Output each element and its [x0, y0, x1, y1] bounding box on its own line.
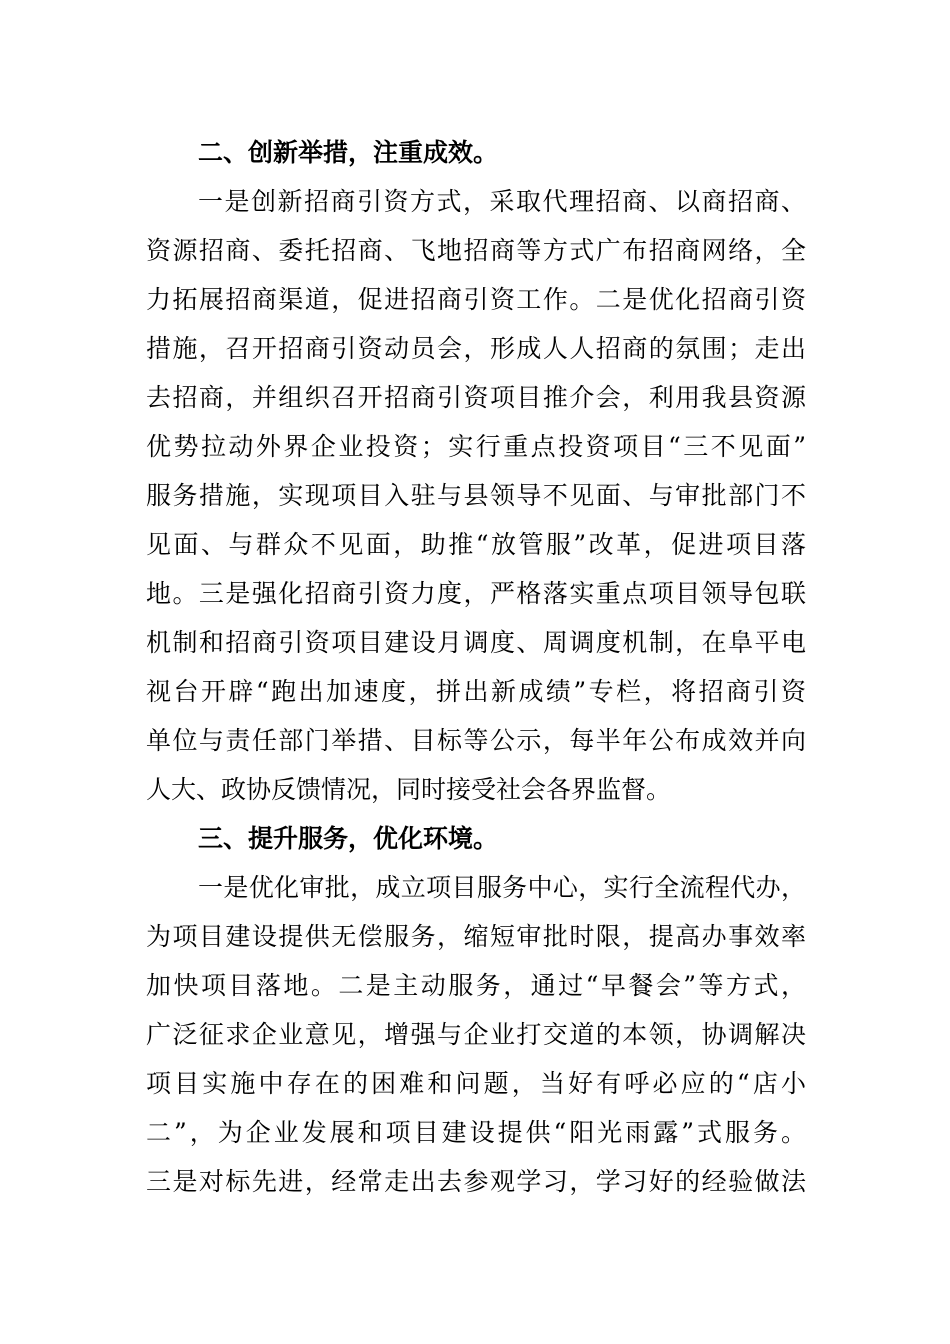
paragraph-line: 单位与责任部门举措、目标等公示，每半年公布成效并向	[146, 726, 806, 755]
paragraph-line: 见面、与群众不见面，助推“放管服”改革，促进项目落	[146, 530, 806, 559]
paragraph-line: 机制和招商引资项目建设月调度、周调度机制，在阜平电	[146, 628, 806, 657]
section-heading: 三、提升服务，优化环境。	[198, 824, 499, 853]
paragraph-line: 力拓展招商渠道，促进招商引资工作。二是优化招商引资	[146, 285, 806, 314]
paragraph-line: 加快项目落地。二是主动服务，通过“早餐会”等方式，	[146, 971, 806, 1000]
paragraph-line: 服务措施，实现项目入驻与县领导不见面、与审批部门不	[146, 481, 806, 510]
paragraph-line: 为项目建设提供无偿服务，缩短审批时限，提高办事效率	[146, 922, 806, 951]
paragraph-line: 资源招商、委托招商、飞地招商等方式广布招商网络，全	[146, 236, 806, 265]
paragraph-line: 视台开辟“跑出加速度，拼出新成绩”专栏，将招商引资	[146, 677, 806, 706]
paragraph-line: 去招商，并组织召开招商引资项目推介会，利用我县资源	[146, 383, 806, 412]
section-heading: 二、创新举措，注重成效。	[198, 138, 499, 167]
document-body	[146, 128, 806, 1206]
paragraph-line: 地。三是强化招商引资力度，严格落实重点项目领导包联	[146, 579, 806, 608]
paragraph-line: 措施，召开招商引资动员会，形成人人招商的氛围；走出	[146, 334, 806, 363]
paragraph-line: 一是创新招商引资方式，采取代理招商、以商招商、	[198, 187, 806, 216]
paragraph-line: 三是对标先进，经常走出去参观学习，学习好的经验做法	[146, 1167, 806, 1196]
paragraph-line: 优势拉动外界企业投资；实行重点投资项目“三不见面”	[146, 432, 806, 461]
paragraph-line: 广泛征求企业意见，增强与企业打交道的本领，协调解决	[146, 1020, 806, 1049]
paragraph-line: 项目实施中存在的困难和问题，当好有呼必应的“店小	[146, 1069, 806, 1098]
paragraph-line: 一是优化审批，成立项目服务中心，实行全流程代办，	[198, 873, 806, 902]
paragraph-line: 人大、政协反馈情况，同时接受社会各界监督。	[146, 775, 672, 804]
paragraph-line: 二”，为企业发展和项目建设提供“阳光雨露”式服务。	[146, 1118, 806, 1147]
